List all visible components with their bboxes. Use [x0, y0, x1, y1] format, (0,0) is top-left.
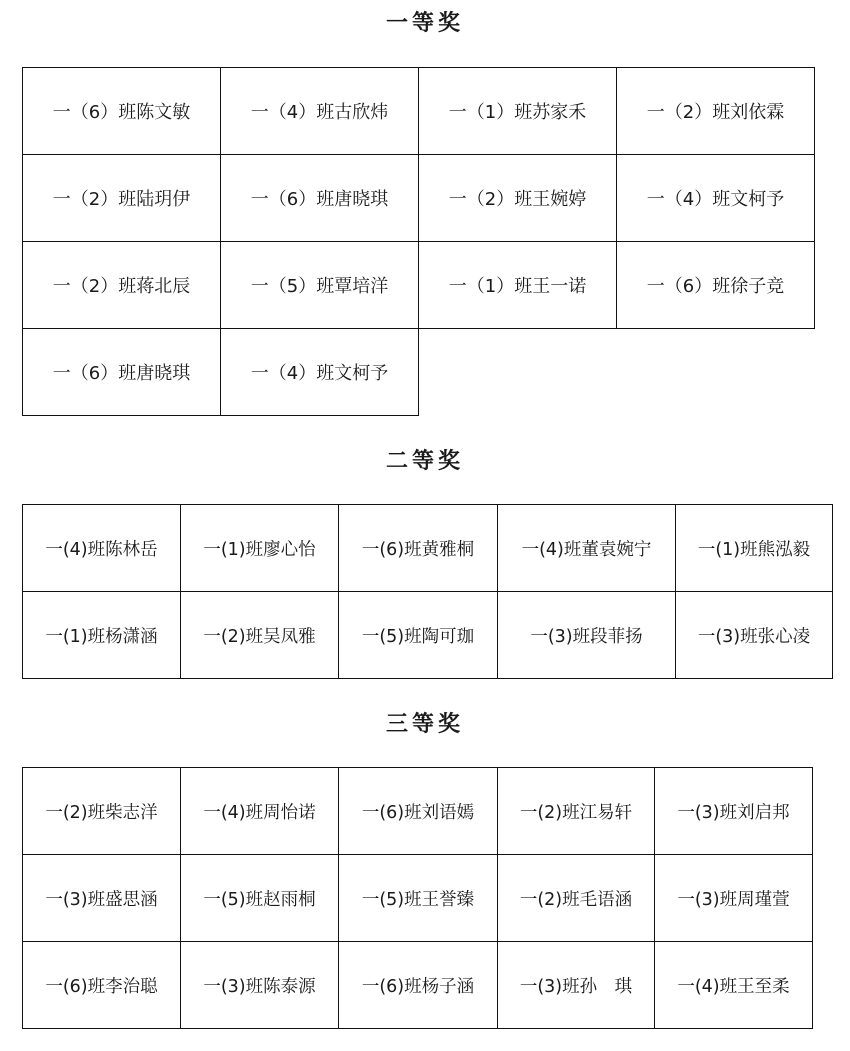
empty-cell [419, 329, 617, 416]
award-cell: 一（6）班陈文敏 [23, 68, 221, 155]
award-cell: 一(3)班孙 琪 [498, 942, 655, 1029]
award-cell: 一（6）班徐子竞 [617, 242, 815, 329]
award-cell: 一(4)班王至柔 [655, 942, 813, 1029]
table-row [23, 68, 815, 155]
award-cell: 一(3)班张心凌 [676, 592, 833, 679]
award-cell: 一(5)班王誉臻 [339, 855, 498, 942]
table-row [23, 855, 813, 942]
second-prize-title: 二等奖 [385, 448, 464, 474]
award-cell: 一（2）班王婉婷 [419, 155, 617, 242]
table-row [23, 155, 815, 242]
award-cell: 一(1)班廖心怡 [181, 505, 339, 592]
award-cell: 一(1)班熊泓毅 [676, 505, 833, 592]
table-row [23, 592, 833, 679]
award-cell: 一(6)班黄雅桐 [339, 505, 498, 592]
empty-cell [617, 329, 815, 416]
third-prize-title: 三等奖 [385, 711, 464, 737]
award-cell: 一(3)班陈泰源 [181, 942, 339, 1029]
award-cell: 一(4)班董袁婉宁 [498, 505, 676, 592]
award-cell: 一(3)班周瑾萱 [655, 855, 813, 942]
award-cell: 一（1）班王一诺 [419, 242, 617, 329]
first-prize-table [22, 67, 815, 416]
award-cell: 一（1）班苏家禾 [419, 68, 617, 155]
award-cell: 一（2）班刘依霖 [617, 68, 815, 155]
award-cell: 一(4)班陈林岳 [23, 505, 181, 592]
table-row [23, 942, 813, 1029]
award-cell: 一(2)班柴志洋 [23, 768, 181, 855]
first-prize-title: 一等奖 [385, 10, 464, 36]
award-cell: 一（2）班蒋北辰 [23, 242, 221, 329]
award-cell: 一(6)班刘语嫣 [339, 768, 498, 855]
table-row [23, 505, 833, 592]
award-cell: 一(5)班赵雨桐 [181, 855, 339, 942]
award-cell: 一（4）班文柯予 [221, 329, 419, 416]
award-cell: 一(2)班毛语涵 [498, 855, 655, 942]
award-cell: 一(5)班陶可珈 [339, 592, 498, 679]
award-cell: 一(6)班李治聪 [23, 942, 181, 1029]
table-row [23, 242, 815, 329]
award-cell: 一(3)班段菲扬 [498, 592, 676, 679]
third-prize-table [22, 767, 813, 1029]
award-cell: 一（2）班陆玥伊 [23, 155, 221, 242]
award-cell: 一（6）班唐晓琪 [221, 155, 419, 242]
award-cell: 一(2)班吴凤雅 [181, 592, 339, 679]
award-cell: 一(3)班盛思涵 [23, 855, 181, 942]
award-cell: 一(1)班杨潇涵 [23, 592, 181, 679]
table-row [23, 768, 813, 855]
award-cell: 一（4）班古欣炜 [221, 68, 419, 155]
award-cell: 一(6)班杨子涵 [339, 942, 498, 1029]
award-cell: 一（6）班唐晓琪 [23, 329, 221, 416]
award-cell: 一（4）班文柯予 [617, 155, 815, 242]
award-cell: 一（5）班覃培洋 [221, 242, 419, 329]
award-cell: 一(3)班刘启邦 [655, 768, 813, 855]
table-row [23, 329, 815, 416]
second-prize-table [22, 504, 833, 679]
award-cell: 一(4)班周怡诺 [181, 768, 339, 855]
award-cell: 一(2)班江易轩 [498, 768, 655, 855]
